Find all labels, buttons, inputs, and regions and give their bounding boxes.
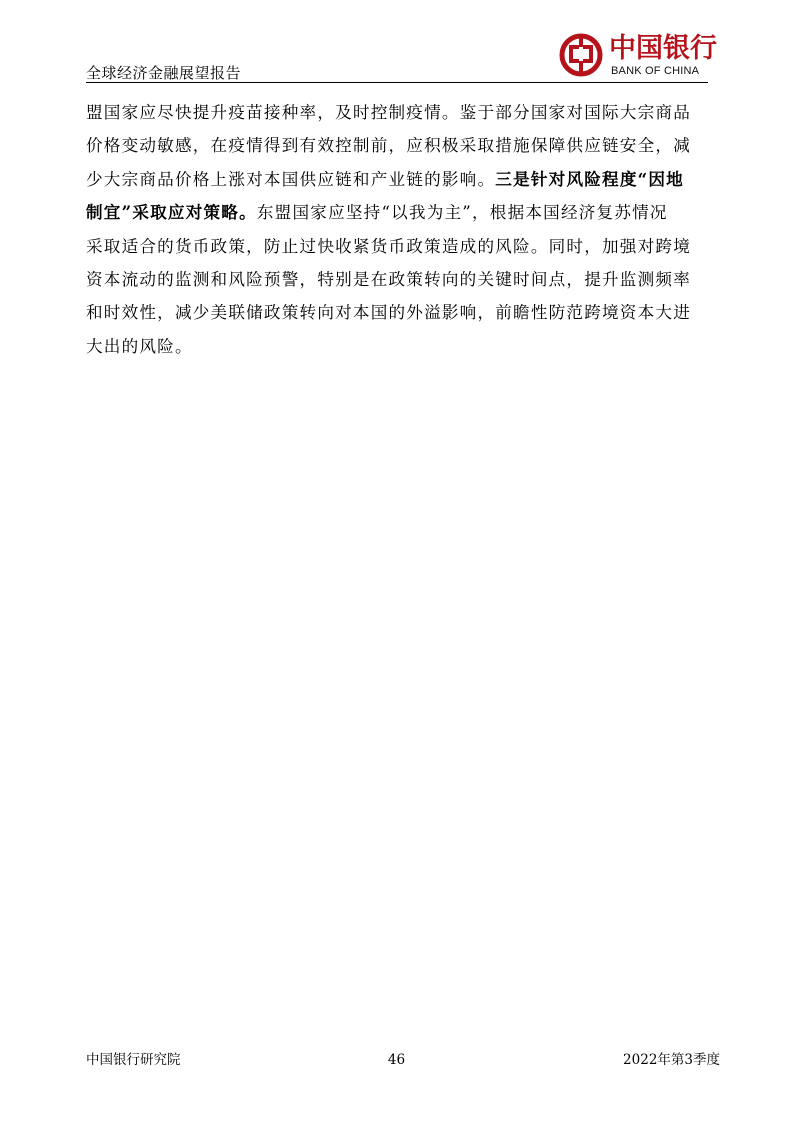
bank-of-china-logo-icon: [559, 33, 603, 77]
text-line: [86, 129, 722, 162]
text-segment: 大出的风险。: [86, 336, 193, 356]
text-segment: 资本流动的监测和风险预警，特别是在政策转向的关键时间点，提升监测频率: [86, 270, 691, 290]
header-divider: [86, 82, 708, 83]
bold-text-segment: 三是针对风险程度“因地: [495, 168, 684, 189]
text-segment: 价格变动敏感，在疫情得到有效控制前，应积极采取措施保障供应链安全，减: [86, 136, 691, 156]
body-paragraph: [86, 96, 722, 363]
footer-period: 2022年第3季度: [623, 1052, 720, 1068]
bold-text-segment: 制宜”采取应对策略。: [86, 202, 257, 223]
text-line: [86, 296, 722, 329]
text-line: [86, 230, 722, 263]
text-segment: 和时效性，减少美联储政策转向对本国的外溢影响，前瞻性防范跨境资本大进: [86, 303, 691, 323]
logo-english-name: BANK OF CHINA: [611, 65, 700, 77]
bank-logo: [559, 33, 719, 81]
page-number: 46: [387, 1052, 406, 1068]
text-line: [86, 163, 722, 196]
text-segment: 采取适合的货币政策，防止过快收紧货币政策造成的风险。同时，加强对跨境: [86, 236, 691, 256]
text-segment: 盟国家应尽快提升疫苗接种率，及时控制疫情。鉴于部分国家对国际大宗商品: [86, 103, 691, 122]
text-segment: 少大宗商品价格上涨对本国供应链和产业链的影响。: [86, 169, 496, 189]
text-line: [86, 330, 722, 363]
text-line: [86, 196, 722, 229]
text-line: [86, 263, 722, 296]
text-line: [86, 96, 722, 129]
logo-chinese-name: 中国银行: [609, 33, 717, 64]
footer-institute: 中国银行研究院: [86, 1052, 181, 1068]
text-segment: 东盟国家应坚持“以我为主”，根据本国经济复苏情况: [256, 203, 668, 223]
report-title: 全球经济金融展望报告: [86, 64, 242, 82]
